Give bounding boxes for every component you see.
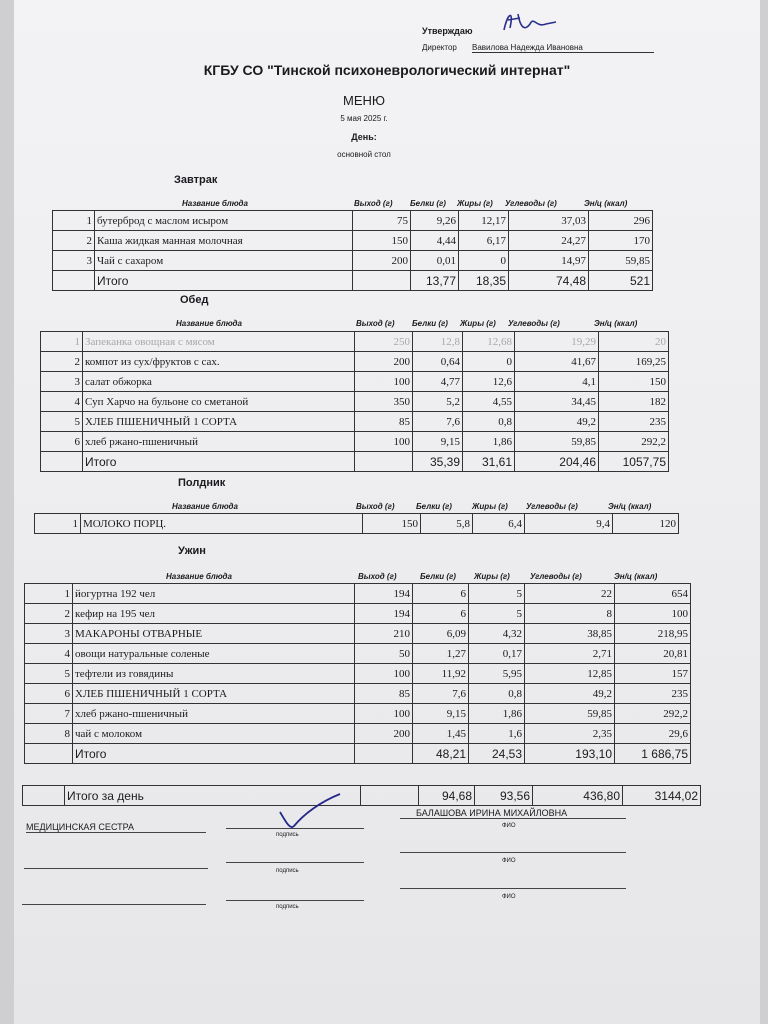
total-label: Итого: [73, 744, 355, 764]
dish-energy: 59,85: [589, 251, 653, 271]
row-number: 7: [25, 704, 73, 724]
dish-protein: 4,44: [411, 231, 459, 251]
row-number: 4: [41, 392, 83, 412]
col-yield: Выход (г): [354, 199, 393, 208]
dish-name: хлеб ржано-пшеничный: [73, 704, 355, 724]
total-energy: 1 686,75: [615, 744, 691, 764]
row-number: 3: [53, 251, 95, 271]
dish-yield: 75: [353, 211, 411, 231]
blank-line: [22, 904, 206, 905]
dish-name: чай с молоком: [73, 724, 355, 744]
total-row: [25, 744, 691, 764]
dish-energy: 296: [589, 211, 653, 231]
dish-protein: 4,77: [413, 372, 463, 392]
dish-fat: 0,17: [469, 644, 525, 664]
dish-name: Запеканка овощная с мясом: [83, 332, 355, 352]
total-carbs: 74,48: [509, 271, 589, 291]
dish-name: Суп Харчо на бульоне со сметаной: [83, 392, 355, 412]
dish-fat: 12,17: [459, 211, 509, 231]
day-total-label: Итого за день: [65, 786, 361, 806]
dish-protein: 5,8: [421, 514, 473, 534]
dish-protein: 7,6: [413, 684, 469, 704]
dish-carbs: 14,97: [509, 251, 589, 271]
dish-energy: 292,2: [615, 704, 691, 724]
lunch-table: [40, 331, 669, 472]
breakfast-table: [52, 210, 653, 291]
row-number: 5: [41, 412, 83, 432]
col-energy: Эн/ц (ккал): [584, 199, 628, 208]
dish-energy: 170: [589, 231, 653, 251]
total-fat: 18,35: [459, 271, 509, 291]
dish-protein: 9,26: [411, 211, 459, 231]
table-row: [41, 332, 669, 352]
dish-energy: 182: [599, 392, 669, 412]
dish-carbs: 34,45: [515, 392, 599, 412]
dish-carbs: 59,85: [515, 432, 599, 452]
dish-protein: 0,64: [413, 352, 463, 372]
dish-fat: 0: [459, 251, 509, 271]
dish-energy: 169,25: [599, 352, 669, 372]
dish-carbs: 37,03: [509, 211, 589, 231]
dish-fat: 0: [463, 352, 515, 372]
menu-date: 5 мая 2025 г.: [340, 114, 388, 123]
table-row: [25, 684, 691, 704]
dish-energy: 150: [599, 372, 669, 392]
dish-carbs: 49,2: [525, 684, 615, 704]
dish-name: компот из сух/фруктов с сах.: [83, 352, 355, 372]
dish-protein: 6: [413, 584, 469, 604]
total-label: Итого: [95, 271, 353, 291]
dish-carbs: 4,1: [515, 372, 599, 392]
table-row: [25, 704, 691, 724]
total-protein: 48,21: [413, 744, 469, 764]
dish-yield: 150: [363, 514, 421, 534]
row-number: 2: [41, 352, 83, 372]
row-number: 6: [41, 432, 83, 452]
dish-carbs: 38,85: [525, 624, 615, 644]
row-number: 1: [41, 332, 83, 352]
dish-name: йогуртна 192 чел: [73, 584, 355, 604]
name-line: [400, 852, 626, 853]
dish-energy: 20,81: [615, 644, 691, 664]
menu-title: МЕНЮ: [342, 93, 386, 108]
dish-protein: 1,45: [413, 724, 469, 744]
dish-carbs: 19,29: [515, 332, 599, 352]
day-total-row: [23, 786, 701, 806]
dish-carbs: 9,4: [525, 514, 613, 534]
dish-yield: 250: [355, 332, 413, 352]
table-row: [53, 211, 653, 231]
row-number: 5: [25, 664, 73, 684]
lunch-title: Обед: [180, 294, 209, 306]
dish-energy: 235: [599, 412, 669, 432]
table-row: [41, 392, 669, 412]
breakfast-title: Завтрак: [174, 174, 218, 186]
dish-fat: 4,55: [463, 392, 515, 412]
sign-caption: подпись: [276, 868, 299, 874]
dish-name: МАКАРОНЫ ОТВАРНЫЕ: [73, 624, 355, 644]
fio-caption: ФИО: [502, 858, 516, 864]
table-row: [53, 231, 653, 251]
dish-yield: 200: [353, 251, 411, 271]
dish-fat: 1,86: [469, 704, 525, 724]
dish-fat: 12,6: [463, 372, 515, 392]
dish-fat: 5: [469, 584, 525, 604]
table-row: [25, 604, 691, 624]
dish-yield: 85: [355, 684, 413, 704]
row-number: 2: [25, 604, 73, 624]
dish-yield: 100: [355, 432, 413, 452]
col-protein: Белки (г): [420, 572, 456, 581]
col-protein: Белки (г): [410, 199, 446, 208]
organization-title: КГБУ СО "Тинской психоневрологический интернат": [203, 62, 571, 78]
table-row: [25, 584, 691, 604]
dish-energy: 218,95: [615, 624, 691, 644]
table-row: [41, 412, 669, 432]
total-carbs: 204,46: [515, 452, 599, 472]
director-name: Вавилова Надежда Ивановна: [472, 43, 654, 53]
col-name: Название блюда: [182, 199, 248, 208]
total-fat: 31,61: [463, 452, 515, 472]
day-total-energy: 3144,02: [623, 786, 701, 806]
dish-fat: 5,95: [469, 664, 525, 684]
dish-name: бутерброд с маслом исыром: [95, 211, 353, 231]
total-energy: 521: [589, 271, 653, 291]
dish-protein: 6,09: [413, 624, 469, 644]
dish-carbs: 41,67: [515, 352, 599, 372]
dish-carbs: 12,85: [525, 664, 615, 684]
dish-protein: 11,92: [413, 664, 469, 684]
row-number: 1: [53, 211, 95, 231]
col-yield: Выход (г): [356, 502, 395, 511]
dish-energy: 292,2: [599, 432, 669, 452]
dish-yield: 85: [355, 412, 413, 432]
table-type: основной стол: [337, 150, 391, 159]
row-number: 6: [25, 684, 73, 704]
dish-yield: 350: [355, 392, 413, 412]
dish-name: кефир на 195 чел: [73, 604, 355, 624]
dish-yield: 100: [355, 372, 413, 392]
row-number: 1: [25, 584, 73, 604]
col-protein: Белки (г): [412, 319, 448, 328]
dish-fat: 1,6: [469, 724, 525, 744]
dish-fat: 4,32: [469, 624, 525, 644]
total-carbs: 193,10: [525, 744, 615, 764]
dish-yield: 100: [355, 664, 413, 684]
dish-yield: 200: [355, 724, 413, 744]
dish-name: ХЛЕБ ПШЕНИЧНЫЙ 1 СОРТА: [83, 412, 355, 432]
dish-yield: 194: [355, 584, 413, 604]
total-label: Итого: [83, 452, 355, 472]
snack-table: [34, 513, 679, 534]
table-row: [41, 372, 669, 392]
day-total-carbs: 436,80: [533, 786, 623, 806]
dish-carbs: 8: [525, 604, 615, 624]
dish-fat: 1,86: [463, 432, 515, 452]
col-name: Название блюда: [172, 502, 238, 511]
dish-yield: 194: [355, 604, 413, 624]
dish-carbs: 2,35: [525, 724, 615, 744]
table-row: [25, 624, 691, 644]
col-fat: Жиры (г): [474, 572, 510, 581]
row-number: 2: [53, 231, 95, 251]
dish-protein: 12,8: [413, 332, 463, 352]
dish-name: Каша жидкая манная молочная: [95, 231, 353, 251]
dish-fat: 0,8: [469, 684, 525, 704]
dish-fat: 0,8: [463, 412, 515, 432]
col-fat: Жиры (г): [472, 502, 508, 511]
dish-energy: 235: [615, 684, 691, 704]
col-protein: Белки (г): [416, 502, 452, 511]
dish-yield: 210: [355, 624, 413, 644]
dish-fat: 12,68: [463, 332, 515, 352]
total-protein: 13,77: [411, 271, 459, 291]
nurse-label: МЕДИЦИНСКАЯ СЕСТРА: [26, 822, 135, 832]
dish-yield: 200: [355, 352, 413, 372]
total-row: [41, 452, 669, 472]
dish-energy: 654: [615, 584, 691, 604]
director-signature: [490, 6, 570, 42]
dish-yield: 150: [353, 231, 411, 251]
nurse-line: [26, 832, 206, 833]
col-carbs: Углеводы (г): [526, 502, 578, 511]
dish-protein: 7,6: [413, 412, 463, 432]
day-total-protein: 94,68: [419, 786, 475, 806]
dish-energy: 29,6: [615, 724, 691, 744]
blank-line: [24, 868, 208, 869]
name-line: [400, 888, 626, 889]
col-carbs: Углеводы (г): [530, 572, 582, 581]
nurse-name: БАЛАШОВА ИРИНА МИХАЙЛОВНА: [416, 808, 568, 818]
dish-carbs: 2,71: [525, 644, 615, 664]
fio-caption: ФИО: [502, 823, 516, 829]
dish-name: тефтели из говядины: [73, 664, 355, 684]
table-row: [25, 664, 691, 684]
signature-line: [226, 900, 364, 901]
col-energy: Эн/ц (ккал): [594, 319, 638, 328]
dish-protein: 1,27: [413, 644, 469, 664]
approve-label: Утверждаю: [422, 26, 473, 36]
col-carbs: Углеводы (г): [508, 319, 560, 328]
row-number: 4: [25, 644, 73, 664]
table-row: [35, 514, 679, 534]
dish-yield: 100: [355, 704, 413, 724]
dish-carbs: 24,27: [509, 231, 589, 251]
fio-caption: ФИО: [502, 894, 516, 900]
col-energy: Эн/ц (ккал): [608, 502, 652, 511]
dish-name: овощи натуральные соленые: [73, 644, 355, 664]
sign-caption: подпись: [276, 904, 299, 910]
day-label: День:: [351, 132, 377, 142]
dish-energy: 20: [599, 332, 669, 352]
signature-line: [226, 862, 364, 863]
col-name: Название блюда: [166, 572, 232, 581]
total-protein: 35,39: [413, 452, 463, 472]
total-energy: 1057,75: [599, 452, 669, 472]
col-yield: Выход (г): [356, 319, 395, 328]
snack-title: Полдник: [178, 477, 226, 489]
dish-name: МОЛОКО ПОРЦ.: [81, 514, 363, 534]
dish-protein: 5,2: [413, 392, 463, 412]
dish-name: хлеб ржано-пшеничный: [83, 432, 355, 452]
sign-caption: подпись: [276, 832, 299, 838]
nurse-signature: [274, 790, 354, 834]
table-row: [25, 644, 691, 664]
dish-carbs: 22: [525, 584, 615, 604]
name-line: [400, 818, 626, 819]
dish-fat: 6,17: [459, 231, 509, 251]
dinner-table: [24, 583, 691, 764]
day-total-fat: 93,56: [475, 786, 533, 806]
dish-energy: 157: [615, 664, 691, 684]
col-fat: Жиры (г): [460, 319, 496, 328]
dish-name: Чай с сахаром: [95, 251, 353, 271]
table-row: [41, 432, 669, 452]
dish-fat: 5: [469, 604, 525, 624]
row-number: 3: [25, 624, 73, 644]
col-yield: Выход (г): [358, 572, 397, 581]
dish-protein: 9,15: [413, 432, 463, 452]
row-number: 1: [35, 514, 81, 534]
dinner-title: Ужин: [178, 545, 206, 557]
col-carbs: Углеводы (г): [505, 199, 557, 208]
dish-name: салат обжорка: [83, 372, 355, 392]
col-fat: Жиры (г): [457, 199, 493, 208]
document-page: [14, 0, 760, 1024]
dish-carbs: 59,85: [525, 704, 615, 724]
dish-protein: 6: [413, 604, 469, 624]
dish-name: ХЛЕБ ПШЕНИЧНЫЙ 1 СОРТА: [73, 684, 355, 704]
dish-protein: 9,15: [413, 704, 469, 724]
table-row: [53, 251, 653, 271]
dish-carbs: 49,2: [515, 412, 599, 432]
col-name: Название блюда: [176, 319, 242, 328]
total-row: [53, 271, 653, 291]
row-number: 8: [25, 724, 73, 744]
table-row: [41, 352, 669, 372]
day-total-table: [22, 785, 701, 806]
director-label: Директор: [422, 43, 457, 52]
dish-fat: 6,4: [473, 514, 525, 534]
row-number: 3: [41, 372, 83, 392]
total-fat: 24,53: [469, 744, 525, 764]
dish-energy: 120: [613, 514, 679, 534]
table-row: [25, 724, 691, 744]
dish-energy: 100: [615, 604, 691, 624]
dish-protein: 0,01: [411, 251, 459, 271]
col-energy: Эн/ц (ккал): [614, 572, 658, 581]
dish-yield: 50: [355, 644, 413, 664]
